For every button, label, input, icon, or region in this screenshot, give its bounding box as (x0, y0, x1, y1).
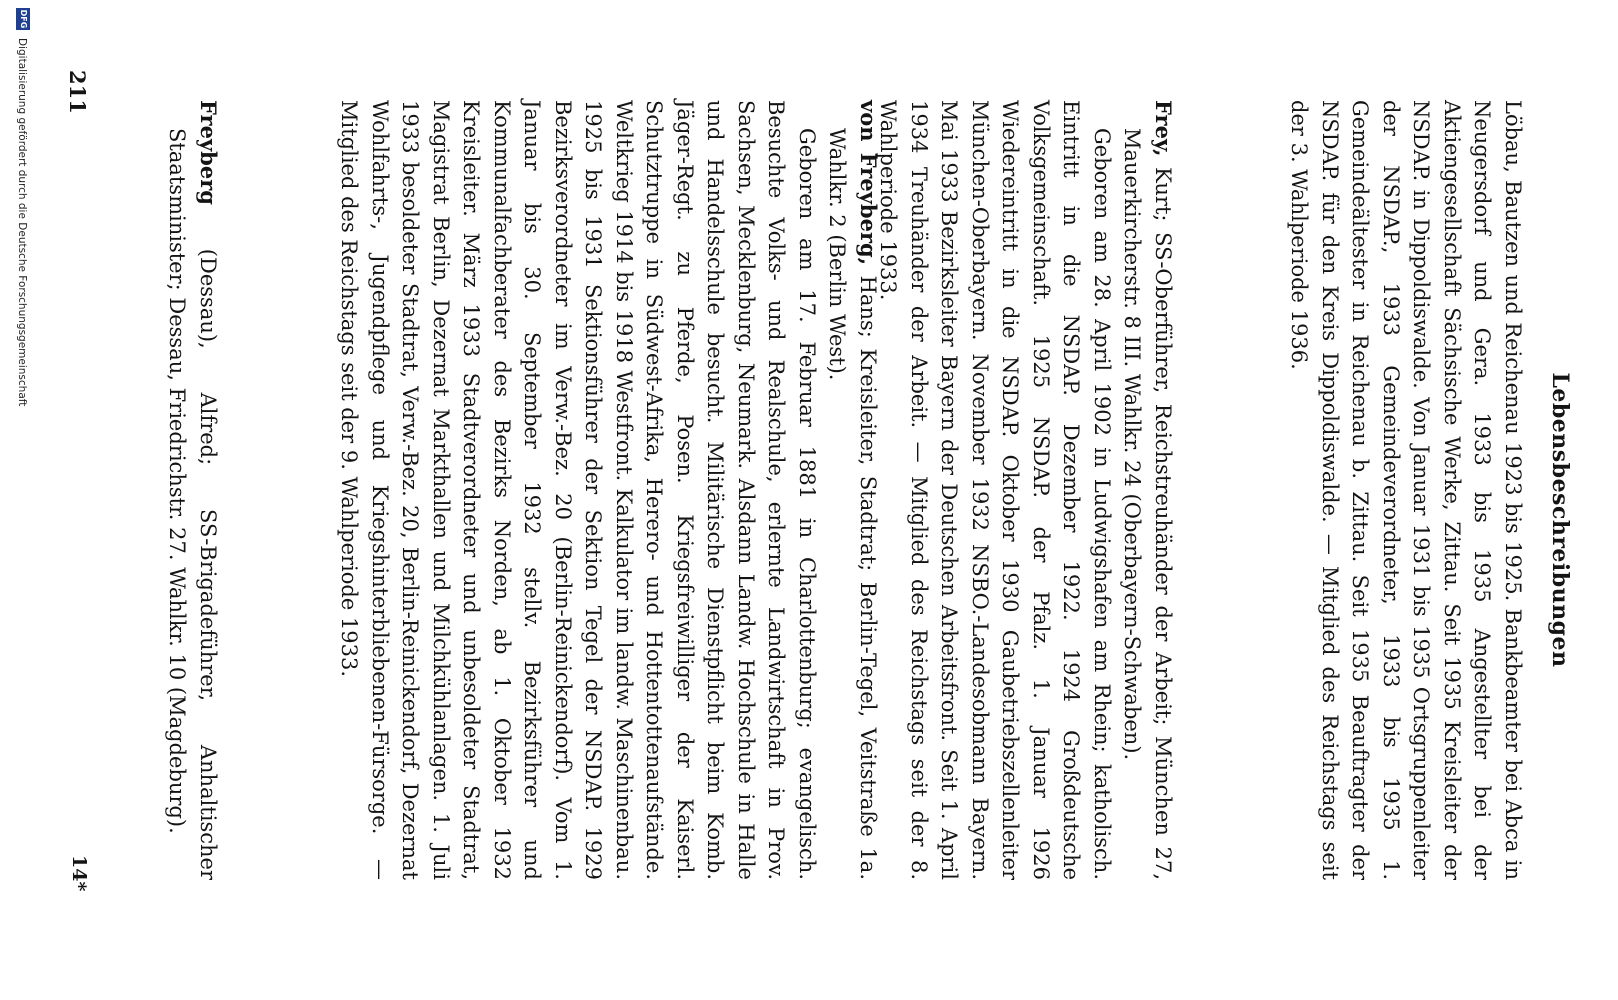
entry-bio: Geboren am 28. April 1902 in Ludwigshafen am Rhein; katholisch. Eintritt in die NSDAP. Dezember 1922. 1924 Großdeutsche Volksgemeinschaft. 1925 NSDAP. der Pfalz. 1. Januar 1926 Wiedereintritt in die NSDAP. Oktober 1930 Gaubetriebszellenleiter München-Oberbayern. November 1932 NSBO.-Landesobmann Bayern. Mai 1933 Bezirksleiter Bayern der Deutschen Arbeitsfront. Seit 1. April 1934 Treuhänder der Arbeit. — Mitglied des Reichstags seit der 8. Wahlperiode 1933. (876, 100, 1114, 880)
signature-mark: 14* (68, 855, 90, 892)
entry-heading-details: (Dessau), Alfred; SS-Brigadeführer, Anhaltischer Staatsminister; Dessau, Friedrichstr. 27. Wahlkr. 10 (Magdeburg). (165, 128, 220, 880)
entry-freyberg-dessau (162, 100, 223, 880)
entry-name: Freyberg (196, 100, 221, 205)
running-head: Lebensbeschreibungen (1547, 372, 1573, 668)
entry-name: von Freyberg, (856, 100, 881, 266)
page-number: 211 (65, 70, 90, 114)
entry-heading (1117, 100, 1178, 880)
entry-heading-details: Hans; Kreisleiter, Stadtrat; Berlin-Tegel, Veitstraße 1a. Wahlkr. 2 (Berlin West). (825, 128, 880, 880)
entry-heading (822, 100, 883, 880)
entry-heading (162, 100, 223, 880)
entry-continuation (1284, 100, 1528, 880)
entry-continuation-text: Löbau, Bautzen und Reichenau 1923 bis 1925. Bankbeamter bei Abca in Neugersdorf und Gera. 1933 bis 1935 Angestellter bei der Aktiengesellschaft Sächsische Werke, Zittau. Seit 1935 Kreisleiter der NSDAP. in Dippoldiswalde. Von Januar 1931 bis 1935 Ortsgruppenleiter der NSDAP., 1933 Gemeindeverordneter, 1933 bis 1935 1. Gemeindeältester in Reichenau b. Zittau. Seit 1935 Beauftragter der NSDAP. für den Kreis Dippoldiswalde. — Mitglied des Reichstags seit der 3. Wahlperiode 1936. (1287, 100, 1525, 880)
entry-bio: Geboren am 17. Februar 1881 in Charlottenburg; evangelisch. Besuchte Volks- und Realschule, erlernte Landwirtschaft in Prov. Sachsen, Mecklenburg, Neumark. Alsdann Landw. Hochschule in Halle und Handelsschule besucht. Militärische Dienstpflicht beim Komb. Jäger-Regt. zu Pferde, Posen. Kriegsfreiwilliger der Kaiserl. Schutztruppe in Südwest-Afrika, Herero- und Hottentottenaufstände. Weltkrieg 1914 bis 1918 Westfront. Kalkulator im landw. Maschinenbau. 1925 bis 1931 Sektionsführer der Sektion Tegel der NSDAP. 1929 Bezirksverordneter im Verw.-Bez. 20 (Berlin-Reinickendorf). Vom 1. Januar bis 30. September 1932 stellv. Bezirksführer und Kommunalfachberater des Bezirks Norden, ab 1. Oktober 1932 Kreisleiter. März 1933 Stadtverordneter und unbesoldeter Stadtrat, Magistrat Berlin, Dezernat Markthallen und Milchkühlanlagen. 1. Juli 1933 besoldeter Stadtrat, Verw.-Bez. 20, Berlin-Reinickendorf, Dezernat Wohlfahrts-, Jugendpflege und Kriegshinterbliebenen-Fürsorge. — Mitglied des Reichstags seit der 9. Wahlperiode 1933. (337, 100, 819, 880)
entry-name: Frey, (1151, 100, 1176, 157)
entry-heading-details: Kurt; SS-Oberführer, Reichstreuhänder der Arbeit; München 27, Mauerkircherstr. 8 III. Wahlkr. 24 (Oberbayern-Schwaben). (1120, 128, 1175, 880)
entry-frey (873, 100, 1178, 880)
entry-von-freyberg (334, 100, 883, 880)
dfg-logo-icon: DFG (16, 8, 30, 30)
digitization-credit: Digitalisierung gefördert durch die Deutsche Forschungsgemeinschaft (16, 38, 28, 407)
